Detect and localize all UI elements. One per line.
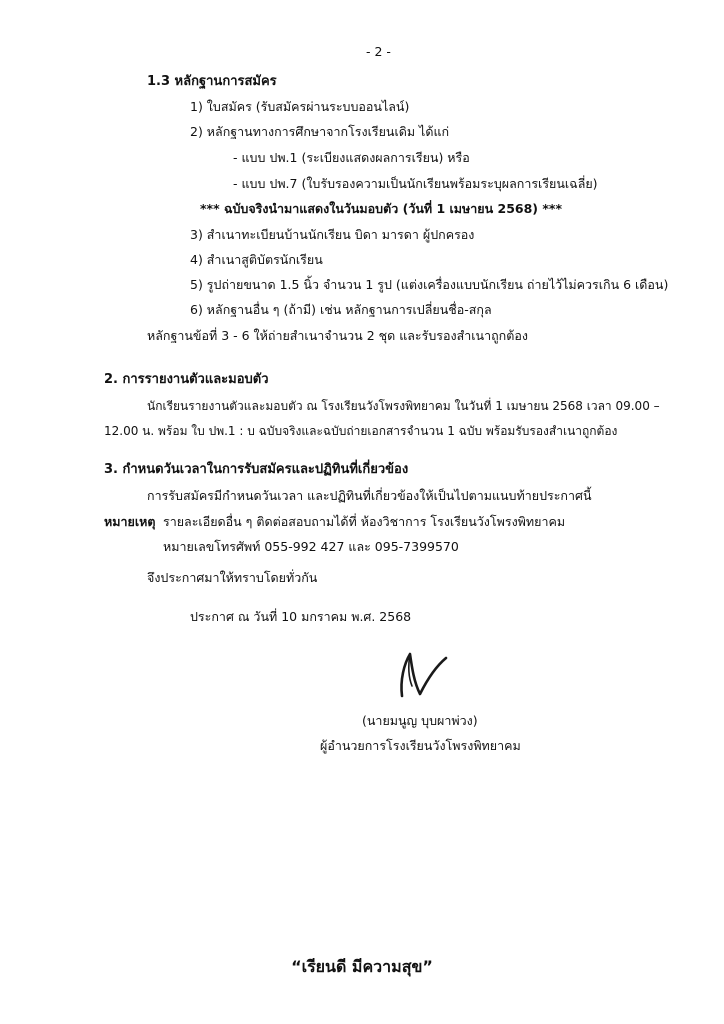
- item-2-education-evidence: 2) หลักฐานทางการศึกษาจากโรงเรียนเดิม ได้แก่: [190, 124, 450, 139]
- section-1-3-heading: 1.3 หลักฐานการสมัคร: [147, 74, 277, 89]
- sub-item-pp7: - แบบ ปพ.7 (ใบรับรองความเป็นนักเรียนพร้อมระบุผลการเรียนเฉลี่ย): [233, 176, 598, 191]
- footer-motto: “เรียนดี มีความสุข”: [291, 957, 433, 976]
- section-3-line-1: การรับสมัครมีกำหนดวันเวลา และปฏิทินที่เกี่ยวข้องให้เป็นไปตามแนบท้ายประกาศนี้: [147, 488, 592, 503]
- item-3-house-registration: 3) สำเนาทะเบียนบ้านนักเรียน บิดา มารดา ผู้ปกครอง: [190, 227, 475, 242]
- remark-text: รายละเอียดอื่น ๆ ติดต่อสอบถามได้ที่ ห้องวิชาการ โรงเรียนวังโพรงพิทยาคม: [163, 514, 566, 529]
- signature-image: [392, 646, 452, 706]
- copy-note: หลักฐานข้อที่ 3 - 6 ให้ถ่ายสำเนาจำนวน 2 ชุด และรับรองสำเนาถูกต้อง: [147, 328, 528, 343]
- section-2-line-2: 12.00 น. พร้อม ใบ ปพ.1 : บ ฉบับจริงและฉบับถ่ายเอกสารจำนวน 1 ฉบับ พร้อมรับรองสำเนาถูกต้อง: [104, 424, 618, 438]
- signer-title: ผู้อำนวยการโรงเรียนวังโพรงพิทยาคม: [320, 738, 521, 753]
- section-2-line-1: นักเรียนรายงานตัวและมอบตัว ณ โรงเรียนวังโพรงพิทยาคม ในวันที่ 1 เมษายน 2568 เวลา 09.00 –: [147, 399, 660, 413]
- item-4-birth-certificate: 4) สำเนาสูติบัตรนักเรียน: [190, 252, 323, 267]
- item-6-other-evidence: 6) หลักฐานอื่น ๆ (ถ้ามี) เช่น หลักฐานการเปลี่ยนชื่อ-สกุล: [190, 302, 492, 317]
- remark-phone: หมายเลขโทรศัพท์ 055-992 427 และ 095-7399570: [163, 539, 459, 554]
- announce-line: จึงประกาศมาให้ทราบโดยทั่วกัน: [147, 570, 318, 585]
- original-document-notice: *** ฉบับจริงนำมาแสดงในวันมอบตัว (วันที่ 1 เมษายน 2568) ***: [200, 201, 562, 216]
- item-5-photo: 5) รูปถ่ายขนาด 1.5 นิ้ว จำนวน 1 รูป (แต่งเครื่องแบบนักเรียน ถ่ายไว้ไม่ควรเกิน 6 เดือน): [190, 277, 669, 292]
- sub-item-pp1: - แบบ ปพ.1 (ระเบียงแสดงผลการเรียน) หรือ: [233, 150, 470, 165]
- signer-name: (นายมนูญ บุบผาพ่วง): [362, 713, 478, 728]
- section-2-heading: 2. การรายงานตัวและมอบตัว: [104, 372, 269, 387]
- section-3-heading: 3. กำหนดวันเวลาในการรับสมัครและปฏิทินที่เกี่ยวข้อง: [104, 462, 409, 477]
- date-line: ประกาศ ณ วันที่ 10 มกราคม พ.ศ. 2568: [190, 609, 412, 624]
- item-1-application-form: 1) ใบสมัคร (รับสมัครผ่านระบบออนไลน์): [190, 99, 410, 114]
- page-number: - 2 -: [366, 44, 391, 59]
- remark-label: หมายเหตุ: [104, 514, 156, 529]
